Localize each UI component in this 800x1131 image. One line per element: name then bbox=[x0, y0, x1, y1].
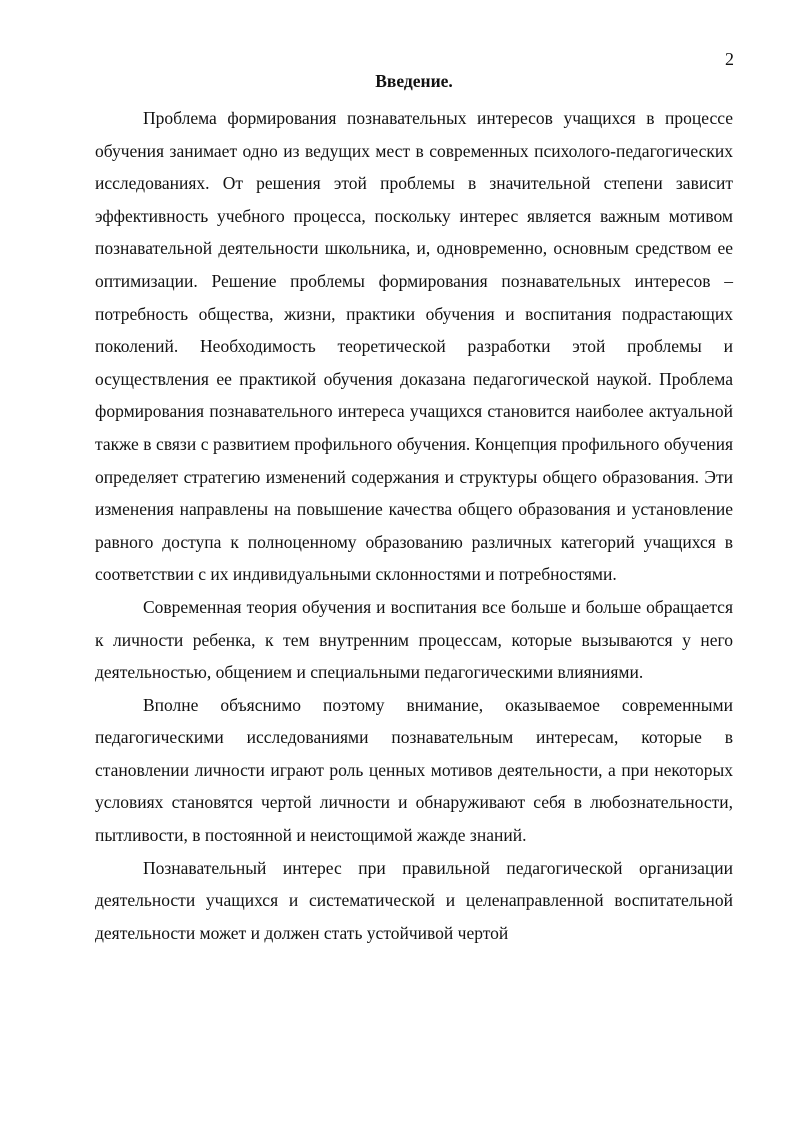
body-text bbox=[95, 102, 733, 949]
paragraph: Познавательный интерес при правильной педагогической организации деятельности учащихся и систематической и целенаправленной воспитательной деятельности может и должен стать устойчивой чертой bbox=[95, 857, 733, 943]
page-number: 2 bbox=[725, 49, 734, 69]
paragraph: Вполне объяснимо поэтому внимание, оказываемое современными педагогическими исследованиями познавательным интересам, которые в становлении личности играют роль ценных мотивов деятельности, а при некоторых условиях становятся чертой личности и обнаруживают себя в любознательности, пытливости, в постоянной и неистощимой жажде знаний. bbox=[95, 694, 733, 846]
paragraph: Проблема формирования познавательных интересов учащихся в процессе обучения занимает одно из ведущих мест в современных психолого-педагогических исследованиях. От решения этой проблемы в значительной степени зависит эффективность учебного процесса, поскольку интерес является важным мотивом познавательной деятельности школьника, и, одновременно, основным средством ее оптимизации. Решение проблемы формирования познавательных интересов – потребность общества, жизни, практики обучения и воспитания подрастающих поколений. Необходимость теоретической разработки этой проблемы и осуществления ее практикой обучения доказана педагогической наукой. Проблема формирования познавательного интереса учащихся становится наиболее актуальной также в связи с развитием профильного обучения. Концепция профильного обучения определяет стратегию изменений содержания и структуры общего образования. Эти изменения направлены на повышение качества общего образования и установление равного доступа к полноценному образованию различных категорий учащихся в соответствии с их индивидуальными склонностями и потребностями. bbox=[95, 108, 733, 585]
section-heading: Введение. bbox=[375, 71, 453, 91]
paragraph: Современная теория обучения и воспитания все больше и больше обращается к личности ребенка, к тем внутренним процессам, которые вызываются у него деятельностью, общением и специальными педагогическими влияниями. bbox=[95, 596, 733, 683]
